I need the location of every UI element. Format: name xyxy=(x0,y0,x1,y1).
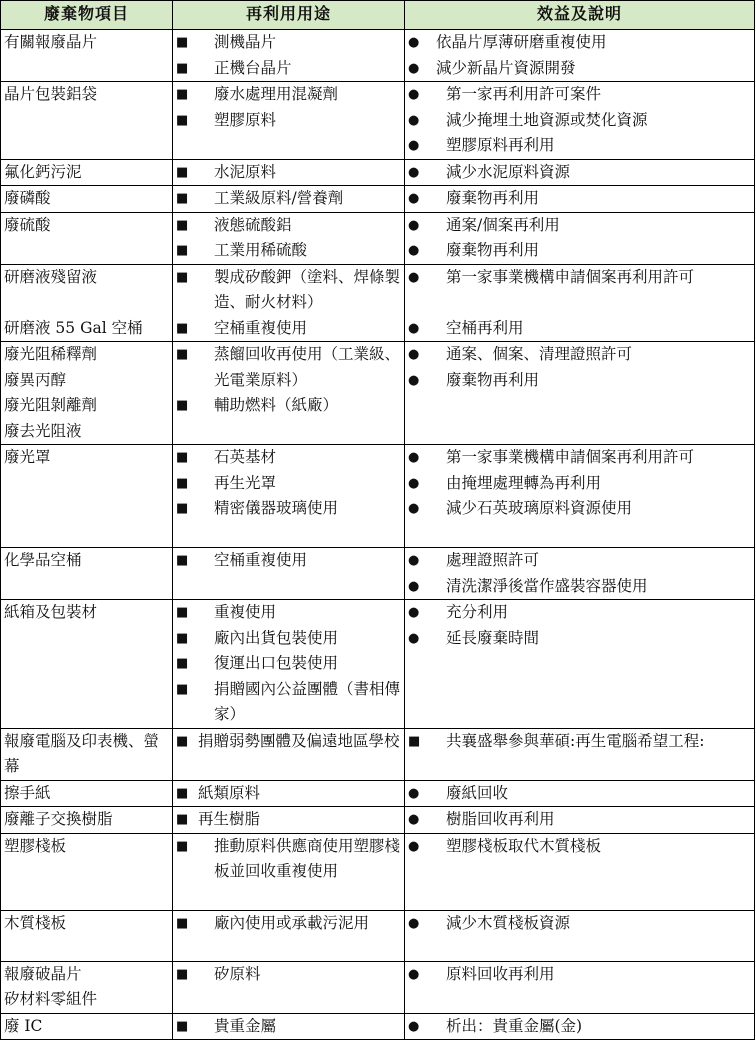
reuse-text: 重複使用 xyxy=(214,603,277,621)
reuse-text: 貴重金屬 xyxy=(214,1016,277,1035)
list-item xyxy=(176,30,401,56)
waste-item: 報廢電腦及印表機、螢幕 xyxy=(4,731,160,775)
list-item xyxy=(408,911,751,937)
benefit-text: 塑膠棧板取代木質棧板 xyxy=(446,836,602,855)
waste-item-cell xyxy=(1,316,173,342)
reuse-text: 製成矽酸鉀（塗料、焊條製造、耐火材料） xyxy=(214,267,401,311)
benefit-cell xyxy=(405,728,755,780)
waste-item-cell xyxy=(1,82,173,160)
dot-bullet-icon: ● xyxy=(408,630,420,646)
reuse-cell xyxy=(173,548,405,600)
waste-item: 擦手紙 xyxy=(4,783,51,802)
reuse-text: 空桶重複使用 xyxy=(214,551,308,569)
reuse-cell xyxy=(173,186,405,213)
benefit-text: 處理證照許可 xyxy=(446,551,540,569)
dot-bullet-icon: ● xyxy=(408,475,420,491)
waste-item-cell xyxy=(1,833,173,910)
reuse-cell xyxy=(173,728,405,780)
square-bullet-icon: ■ xyxy=(176,164,189,180)
header-reuse-purpose: 再利用用途 xyxy=(173,1,405,30)
reuse-cell xyxy=(173,833,405,910)
reuse-cell xyxy=(173,910,405,961)
benefit-text: 空桶再利用 xyxy=(446,318,524,337)
benefit-text: 第一家事業機構申請個案再利用許可 xyxy=(446,448,695,466)
list-item xyxy=(176,393,401,419)
waste-item-cell xyxy=(1,30,173,82)
dot-bullet-icon: ● xyxy=(408,347,420,362)
benefit-text: 由掩埋處理轉為再利用 xyxy=(446,473,602,492)
waste-item-cell xyxy=(1,600,173,729)
benefit-text: 共襄盛舉參與華碩:再生電腦希望工程: xyxy=(446,731,705,750)
benefit-cell xyxy=(405,833,755,910)
square-bullet-icon: ■ xyxy=(176,87,189,102)
waste-item: 紙箱及包裝材 xyxy=(4,603,98,621)
waste-item-cell xyxy=(1,212,173,264)
list-item xyxy=(176,600,401,626)
reuse-text: 石英基材 xyxy=(214,448,277,466)
square-bullet-icon: ■ xyxy=(176,269,189,285)
table-row xyxy=(1,316,755,342)
dot-bullet-icon: ● xyxy=(408,450,420,465)
table-row xyxy=(1,780,755,807)
reuse-text: 液態硫酸鋁 xyxy=(214,215,292,234)
benefit-text: 廢紙回收 xyxy=(446,783,509,802)
dot-bullet-icon: ● xyxy=(408,553,420,568)
benefit-text: 充分利用 xyxy=(446,603,509,621)
square-bullet-icon: ■ xyxy=(176,605,189,620)
benefit-cell xyxy=(405,30,755,82)
dot-bullet-icon: ● xyxy=(408,60,420,76)
table-row xyxy=(1,159,755,186)
table-row xyxy=(1,264,755,316)
list-item xyxy=(176,651,401,677)
waste-item: 廢硫酸 xyxy=(4,215,51,234)
waste-item-cell xyxy=(1,728,173,780)
table-row xyxy=(1,186,755,213)
waste-item-cell xyxy=(1,186,173,213)
square-bullet-icon: ■ xyxy=(176,838,189,854)
benefit-cell xyxy=(405,445,755,548)
benefit-text: 減少木質棧板資源 xyxy=(446,913,571,932)
square-bullet-icon: ■ xyxy=(176,243,189,258)
reuse-cell xyxy=(173,264,405,316)
dot-bullet-icon: ● xyxy=(408,838,420,854)
benefit-text: 依晶片厚薄研磨重複使用 xyxy=(436,33,607,51)
list-item xyxy=(408,807,751,833)
table-row xyxy=(1,961,755,1013)
list-item xyxy=(408,265,751,291)
benefit-cell xyxy=(405,780,755,807)
square-bullet-icon: ■ xyxy=(176,475,189,491)
reuse-cell xyxy=(173,1013,405,1040)
waste-item-cell xyxy=(1,445,173,548)
dot-bullet-icon: ● xyxy=(408,501,420,516)
square-bullet-icon: ■ xyxy=(176,915,189,931)
square-bullet-icon: ■ xyxy=(176,398,189,413)
square-bullet-icon: ■ xyxy=(176,320,189,336)
dot-bullet-icon: ● xyxy=(408,915,420,931)
waste-item-cell xyxy=(1,548,173,600)
benefit-cell xyxy=(405,264,755,316)
table-row xyxy=(1,910,755,961)
waste-item-cell xyxy=(1,807,173,834)
list-item xyxy=(408,186,751,212)
benefit-cell xyxy=(405,186,755,213)
square-bullet-icon: ■ xyxy=(176,217,189,233)
benefit-text: 第一家再利用許可案件 xyxy=(446,85,602,103)
waste-item: 廢光罩 xyxy=(4,448,51,466)
list-item xyxy=(176,729,401,755)
reuse-text: 輔助燃料（紙廠） xyxy=(214,396,339,414)
list-item xyxy=(408,160,751,186)
list-item xyxy=(176,496,401,522)
benefit-cell xyxy=(405,82,755,160)
benefit-text: 減少石英玻璃原料資源使用 xyxy=(446,499,633,517)
square-bullet-icon: ■ xyxy=(176,785,189,801)
reuse-cell xyxy=(173,212,405,264)
list-item xyxy=(176,82,401,108)
list-item xyxy=(408,238,751,264)
reuse-text: 矽原料 xyxy=(214,964,261,983)
benefit-cell xyxy=(405,961,755,1013)
reuse-text: 蒸餾回收再使用（工業級、光電業原料） xyxy=(214,345,401,389)
list-item xyxy=(176,911,401,937)
reuse-text: 紙類原料 xyxy=(198,783,261,802)
reuse-text: 再生光罩 xyxy=(214,473,277,492)
benefit-text: 原料回收再利用 xyxy=(446,964,555,983)
dot-bullet-icon: ● xyxy=(408,578,420,594)
reuse-cell xyxy=(173,600,405,729)
reuse-text: 推動原料供應商使用塑膠棧板並回收重複使用 xyxy=(214,836,401,880)
waste-item: 研磨液殘留液 xyxy=(4,267,98,286)
list-item xyxy=(408,1014,751,1040)
list-item xyxy=(408,82,751,108)
header-waste-item: 廢棄物項目 xyxy=(1,1,173,30)
benefit-cell xyxy=(405,1013,755,1040)
table-row xyxy=(1,600,755,729)
waste-item: 廢 IC xyxy=(4,1016,43,1035)
square-bullet-icon: ■ xyxy=(176,681,189,697)
waste-item-cell xyxy=(1,342,173,445)
list-item xyxy=(408,316,751,342)
benefit-cell xyxy=(405,910,755,961)
table-row xyxy=(1,728,755,780)
dot-bullet-icon: ● xyxy=(408,372,420,388)
benefit-cell xyxy=(405,316,755,342)
list-item xyxy=(176,186,401,212)
list-item xyxy=(408,834,751,860)
reuse-text: 水泥原料 xyxy=(214,162,277,181)
waste-item: 化學品空桶 xyxy=(4,551,82,569)
square-bullet-icon: ■ xyxy=(176,966,189,982)
table-row xyxy=(1,445,755,548)
reuse-cell xyxy=(173,445,405,548)
benefit-text: 廢棄物再利用 xyxy=(446,189,540,207)
waste-item: 廢異丙醇 xyxy=(4,370,67,389)
benefit-text: 延長廢棄時間 xyxy=(446,628,540,647)
benefit-text: 減少掩埋土地資源或焚化資源 xyxy=(446,110,648,129)
list-item xyxy=(176,316,401,342)
reuse-cell xyxy=(173,961,405,1013)
waste-item-cell xyxy=(1,1013,173,1040)
list-item xyxy=(408,548,751,574)
reuse-text: 空桶重複使用 xyxy=(214,318,308,337)
waste-item: 報廢破晶片 xyxy=(4,964,82,983)
dot-bullet-icon: ● xyxy=(408,112,420,128)
list-item xyxy=(408,342,751,368)
waste-item: 氟化鈣污泥 xyxy=(4,162,82,181)
square-bullet-icon: ■ xyxy=(176,501,189,516)
waste-item: 研磨液 55 Gal 空桶 xyxy=(4,318,143,337)
dot-bullet-icon: ● xyxy=(408,812,420,827)
dot-bullet-icon: ● xyxy=(408,164,420,180)
reuse-cell xyxy=(173,780,405,807)
waste-item: 廢離子交換樹脂 xyxy=(4,810,113,828)
list-item xyxy=(176,471,401,497)
waste-item-cell xyxy=(1,910,173,961)
list-item xyxy=(176,342,401,393)
list-item xyxy=(176,445,401,471)
benefit-cell xyxy=(405,342,755,445)
reuse-text: 工業用稀硫酸 xyxy=(214,241,308,259)
list-item xyxy=(408,445,751,471)
list-item xyxy=(408,108,751,134)
waste-item: 廢光阻剝離劑 xyxy=(4,396,98,414)
list-item xyxy=(408,471,751,497)
header-benefit-description: 效益及說明 xyxy=(405,1,755,30)
waste-item: 木質棧板 xyxy=(4,913,67,932)
benefit-text: 樹脂回收再利用 xyxy=(446,810,555,828)
reuse-text: 廢水處理用混凝劑 xyxy=(214,85,339,103)
table-row xyxy=(1,342,755,445)
reuse-text: 正機台晶片 xyxy=(214,58,292,77)
reuse-text: 測機晶片 xyxy=(214,33,277,51)
benefit-text: 清洗潔淨後當作盛裝容器使用 xyxy=(446,576,648,595)
dot-bullet-icon: ● xyxy=(408,605,420,620)
reuse-cell xyxy=(173,30,405,82)
square-bullet-icon: ■ xyxy=(176,347,189,362)
reuse-text: 捐贈弱勢團體及偏遠地區學校 xyxy=(198,731,400,750)
reuse-cell xyxy=(173,82,405,160)
reuse-cell xyxy=(173,159,405,186)
waste-item: 塑膠棧板 xyxy=(4,836,67,855)
waste-item: 廢去光阻液 xyxy=(4,421,82,440)
benefit-text: 塑膠原料再利用 xyxy=(446,136,555,154)
waste-item: 廢光阻稀釋劑 xyxy=(4,345,98,363)
square-bullet-icon: ■ xyxy=(176,1018,189,1034)
list-item xyxy=(408,496,751,522)
benefit-text: 廢棄物再利用 xyxy=(446,370,540,389)
list-item xyxy=(408,56,751,82)
waste-item: 晶片包裝鋁袋 xyxy=(4,85,98,103)
list-item xyxy=(176,265,401,316)
square-bullet-icon: ■ xyxy=(176,553,189,568)
dot-bullet-icon: ● xyxy=(408,785,420,801)
dot-bullet-icon: ● xyxy=(408,243,420,258)
list-item xyxy=(176,108,401,134)
reuse-text: 廠內使用或承載污泥用 xyxy=(214,913,370,932)
table-row xyxy=(1,30,755,82)
table-row xyxy=(1,548,755,600)
square-bullet-icon: ■ xyxy=(176,733,189,749)
list-item xyxy=(408,30,751,56)
square-bullet-icon: ■ xyxy=(176,450,189,465)
square-bullet-icon: ■ xyxy=(176,60,189,76)
square-bullet-icon: ■ xyxy=(408,733,421,749)
list-item xyxy=(176,56,401,82)
dot-bullet-icon: ● xyxy=(408,191,420,206)
reuse-cell xyxy=(173,316,405,342)
reuse-text: 復運出口包裝使用 xyxy=(214,654,339,672)
list-item xyxy=(408,368,751,394)
list-item xyxy=(408,213,751,239)
header-row xyxy=(1,1,755,30)
reuse-text: 捐贈國內公益團體（書相傳家） xyxy=(214,679,401,723)
list-item xyxy=(176,962,401,988)
table-row xyxy=(1,807,755,834)
dot-bullet-icon: ● xyxy=(408,966,420,982)
list-item xyxy=(176,1014,401,1040)
reuse-text: 精密儀器玻璃使用 xyxy=(214,499,339,517)
table-row xyxy=(1,82,755,160)
waste-item-cell xyxy=(1,961,173,1013)
reuse-cell xyxy=(173,807,405,834)
waste-item: 廢磷酸 xyxy=(4,189,51,207)
benefit-cell xyxy=(405,548,755,600)
list-item xyxy=(408,133,751,159)
benefit-text: 析出：貴重金屬(金) xyxy=(446,1016,583,1035)
table-row xyxy=(1,212,755,264)
reuse-text: 廠內出貨包裝使用 xyxy=(214,628,339,647)
benefit-text: 通案/個案再利用 xyxy=(446,215,560,234)
square-bullet-icon: ■ xyxy=(176,656,189,671)
waste-item: 矽材料零組件 xyxy=(4,990,98,1008)
list-item xyxy=(408,574,751,600)
list-item xyxy=(176,626,401,652)
benefit-cell xyxy=(405,807,755,834)
list-item xyxy=(408,781,751,807)
list-item xyxy=(176,807,401,833)
list-item xyxy=(408,626,751,652)
benefit-text: 減少新晶片資源開發 xyxy=(436,58,576,77)
dot-bullet-icon: ● xyxy=(408,1018,420,1034)
table-row xyxy=(1,1013,755,1040)
list-item xyxy=(176,834,401,885)
list-item xyxy=(408,600,751,626)
square-bullet-icon: ■ xyxy=(176,191,189,206)
benefit-text: 廢棄物再利用 xyxy=(446,241,540,259)
reuse-text: 塑膠原料 xyxy=(214,110,277,129)
list-item xyxy=(408,962,751,988)
list-item xyxy=(408,729,751,755)
dot-bullet-icon: ● xyxy=(408,217,420,233)
benefit-cell xyxy=(405,159,755,186)
dot-bullet-icon: ● xyxy=(408,35,420,50)
benefit-text: 第一家事業機構申請個案再利用許可 xyxy=(446,267,695,286)
list-item xyxy=(176,781,401,807)
reuse-text: 再生樹脂 xyxy=(198,810,261,828)
list-item xyxy=(176,677,401,728)
dot-bullet-icon: ● xyxy=(408,138,420,153)
square-bullet-icon: ■ xyxy=(176,630,189,646)
waste-item-cell xyxy=(1,159,173,186)
benefit-text: 減少水泥原料資源 xyxy=(446,162,571,181)
list-item xyxy=(176,548,401,574)
reuse-cell xyxy=(173,342,405,445)
dot-bullet-icon: ● xyxy=(408,320,420,336)
benefit-text: 通案、個案、清理證照許可 xyxy=(446,345,633,363)
table-row xyxy=(1,833,755,910)
reuse-text: 工業級原料/營養劑 xyxy=(214,189,344,207)
square-bullet-icon: ■ xyxy=(176,812,189,827)
waste-item-cell xyxy=(1,780,173,807)
waste-item-cell xyxy=(1,264,173,316)
list-item xyxy=(176,238,401,264)
dot-bullet-icon: ● xyxy=(408,269,420,285)
dot-bullet-icon: ● xyxy=(408,87,420,102)
waste-item: 有關報廢晶片 xyxy=(4,33,98,51)
benefit-cell xyxy=(405,600,755,729)
list-item xyxy=(176,160,401,186)
benefit-cell xyxy=(405,212,755,264)
list-item xyxy=(176,213,401,239)
square-bullet-icon: ■ xyxy=(176,35,189,50)
square-bullet-icon: ■ xyxy=(176,112,189,128)
